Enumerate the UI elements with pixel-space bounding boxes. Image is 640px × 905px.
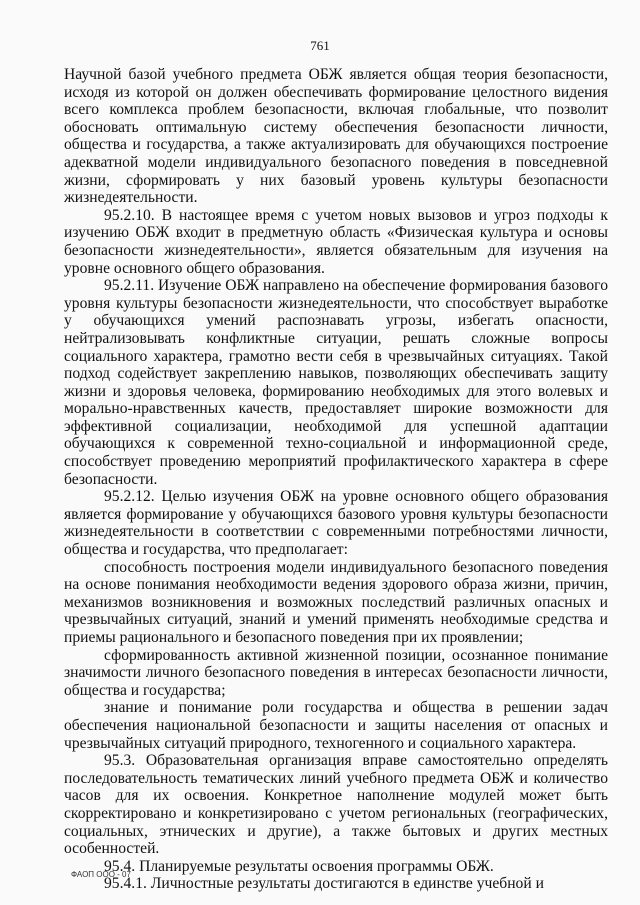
paragraph: способность построения модели индивидуального безопасного поведения на основе понимания необходимости ведения здорового образа жизни, причин, механизмов возникновения и возможных последствий различных опасных и чрезвычайных ситуаций, знаний и умений применять необходимые средства и приемы рационального и безопасного поведения при их проявлении; [64, 558, 608, 646]
paragraph: 95.4.1. Личностные результаты достигаются в единстве учебной и [104, 875, 544, 893]
paragraph: 95.2.10. В настоящее время с учетом новых вызовов и угроз подходы к изучению ОБЖ входит в предметную область «Физическая культура и основы безопасности жизнедеятельности», является обязательным для изучения на уровне основного общего образования. [64, 206, 608, 277]
paragraph: знание и понимание роли государства и общества в решении задач обеспечения национальной безопасности и защиты населения от опасных и чрезвычайных ситуаций природного, техногенного и социального характера. [64, 699, 608, 752]
paragraph: 95.4. Планируемые результаты освоения программы ОБЖ. [104, 857, 494, 875]
paragraph: сформированность активной жизненной позиции, осознанное понимание значимости личного безопасного поведения в интересах безопасности личности, общества и государства; [64, 646, 608, 699]
paragraph: Научной базой учебного предмета ОБЖ является общая теория безопасности, исходя из которой он должен обеспечивать формирование целостного видения всего комплекса проблем безопасности, включая глобальные, что позволит обосновать оптимальную систему обеспечения безопасности личности, общества и государства, а также актуализировать для обучающихся построение адекватной модели индивидуального безопасного поведения в повседневной жизни, сформировать у них базовый уровень культуры безопасности жизнедеятельности. [64, 66, 608, 207]
paragraph: 95.3. Образовательная организация вправе самостоятельно определять последовательность тематических линий учебного предмета ОБЖ и количество часов для их освоения. Конкретное наполнение модулей может быть скорректировано и конкретизировано с учетом региональных (географических, социальных, этнических и другие), а также бытовых и других местных особенностей. [64, 752, 608, 858]
document-body [64, 66, 608, 893]
footer-doc-code: ФАОП ООО - 07 [71, 870, 131, 879]
page-number: 761 [310, 38, 330, 53]
paragraph: 95.2.11. Изучение ОБЖ направлено на обеспечение формирования базового уровня культуры безопасности жизнедеятельности, что способствует выработке у обучающихся умений распознавать угрозы, избегать опасности, нейтрализовывать конфликтные ситуации, решать сложные вопросы социального характера, грамотно вести себя в чрезвычайных ситуациях. Такой подход содействует закреплению навыков, позволяющих обеспечивать защиту жизни и здоровья человека, формированию необходимых для этого волевых и морально-нравственных качеств, предоставляет широкие возможности для эффективной социализации, необходимой для успешной адаптации обучающихся к современной техно-социальной и информационной среде, способствует проведению мероприятий профилактического характера в сфере безопасности. [64, 277, 608, 488]
paragraph: 95.2.12. Целью изучения ОБЖ на уровне основного общего образования является формирование у обучающихся базового уровня культуры безопасности жизнедеятельности в соответствии с современными потребностями личности, общества и государства, что предполагает: [64, 488, 608, 559]
